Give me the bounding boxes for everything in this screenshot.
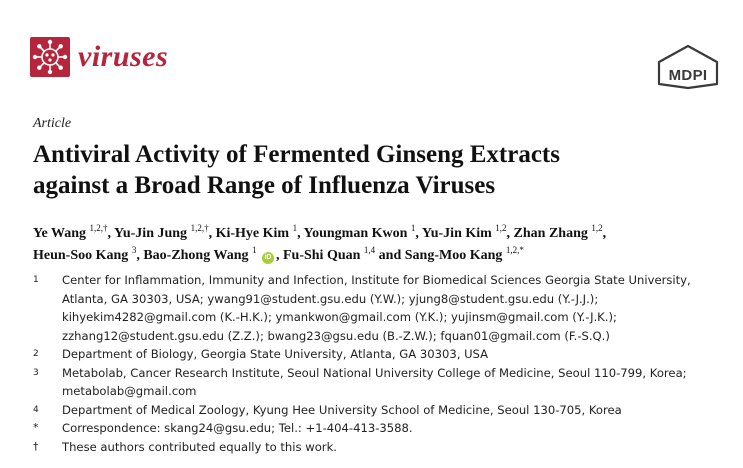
author-affiliation-marker: 1,2,† <box>190 223 209 233</box>
author-name[interactable]: Bao-Zhong Wang <box>143 248 252 263</box>
author-affiliation-marker: 1,2 <box>591 223 603 233</box>
affiliation-item <box>33 438 733 457</box>
title-line: against a Broad Range of Influenza Viruses <box>33 172 496 199</box>
affiliation-line: metabolab@gmail.com <box>62 384 197 398</box>
author-name[interactable]: Sang-Moo Kang <box>404 248 506 263</box>
affiliation-item <box>33 271 733 345</box>
author-affiliation-marker: 1 <box>410 223 416 233</box>
author-name[interactable]: Fu-Shi Quan <box>282 248 364 263</box>
author-list <box>33 223 733 267</box>
affiliation-line: These authors contributed equally to this work. <box>62 439 337 454</box>
author-joiner: and <box>378 248 405 263</box>
publisher-name: MDPI <box>668 67 708 84</box>
author-affiliation-marker: 3 <box>131 245 137 255</box>
article-type: Article <box>33 116 72 131</box>
virus-icon <box>30 37 70 77</box>
affiliation-item <box>33 345 733 364</box>
affiliation-marker: 2 <box>33 349 39 359</box>
author-affiliation-marker: 1 <box>292 223 298 233</box>
author-line: Heun-Soo Kang $^3$, Bao-Zhong Wang $^1$ iD , Fu-Shi Quan $^{1,4}$ and Sang-Moo Kang $^{1,2,*}$ <box>33 245 524 263</box>
publisher-logo[interactable] <box>656 44 720 90</box>
affiliation-marker: 4 <box>33 404 39 415</box>
author-affiliation-marker: 1,2,* <box>505 245 524 255</box>
affiliation-marker: 1 <box>33 275 39 285</box>
affiliation-item <box>33 419 733 438</box>
author-affiliation-marker: 1,4 <box>363 245 376 255</box>
author-affiliation-marker: 1,2 <box>495 223 507 233</box>
affiliation-text <box>62 345 742 364</box>
affiliation-marker: † <box>33 439 39 453</box>
orcid-icon[interactable]: iD <box>262 252 274 264</box>
author-name[interactable]: Ye Wang <box>33 226 90 241</box>
author-name[interactable]: Heun-Soo Kang <box>33 248 132 263</box>
affiliation-marker: * <box>33 421 39 434</box>
author-name[interactable]: Zhan Zhang <box>513 226 592 241</box>
affiliation-marker: 3 <box>33 367 39 378</box>
author-affiliation-marker: 1 <box>251 245 257 255</box>
affiliation-item <box>33 401 733 420</box>
affiliation-line: Metabolab, Cancer Research Institute, Seoul National University College of Medicine, Seoul 110-799, Korea; <box>62 365 687 380</box>
author-name[interactable]: Youngman Kwon <box>303 226 411 241</box>
author-affiliation-marker: 1,2,† <box>89 223 108 233</box>
journal-logo[interactable] <box>30 37 190 81</box>
affiliation-text <box>62 364 742 401</box>
affiliation-line: Department of Medical Zoology, Kyung Hee University School of Medicine, Seoul 130-705, Korea <box>62 402 622 417</box>
author-name[interactable]: Yu-Jin Kim <box>421 226 496 241</box>
affiliation-line: Department of Biology, Georgia State University, Atlanta, GA 30303, USA <box>62 347 489 361</box>
author-name[interactable]: Yu-Jin Jung <box>114 226 191 241</box>
affiliation-line: zzhang12@student.gsu.edu (Z.Z.); bwang23@gsu.edu (B.-Z.W.); fquan01@gmail.com (F.-S.Q.) <box>62 328 610 343</box>
affiliation-line: kihyekim4282@gmail.com (K.-H.K.); ymankwon@gmail.com (Y.K.); yujinsm@gmail.com (Y.-J.K.); <box>62 310 617 324</box>
affiliation-line: Atlanta, GA 30303, USA; ywang91@student.gsu.edu (Y.W.); yjung8@student.gsu.edu (Y.-J.J.); <box>62 291 599 306</box>
title-line: Antiviral Activity of Fermented Ginseng Extracts <box>33 141 560 168</box>
article-title <box>33 139 723 201</box>
affiliation-text <box>62 401 742 420</box>
journal-name: viruses <box>78 40 169 73</box>
affiliation-text <box>62 419 742 438</box>
affiliation-line: Center for Inflammation, Immunity and Infection, Institute for Biomedical Sciences Georgia State University, <box>62 273 691 287</box>
affiliation-item <box>33 364 733 401</box>
affiliation-line: Correspondence: skang24@gsu.edu; Tel.: +1-404-413-3588. <box>62 421 413 435</box>
author-line: Ye Wang $^{1,2,\dagger}$, Yu-Jin Jung $^{1,2,\dagger}$, Ki-Hye Kim $^1$, Youngman Kwon $^1$, Yu-Jin Kim $^{1,2}$, Zhan Zhang $^{1,2}$, <box>33 223 607 241</box>
affiliation-text <box>62 438 742 457</box>
author-name[interactable]: Ki-Hye Kim <box>215 226 293 241</box>
affiliation-text <box>62 271 742 345</box>
